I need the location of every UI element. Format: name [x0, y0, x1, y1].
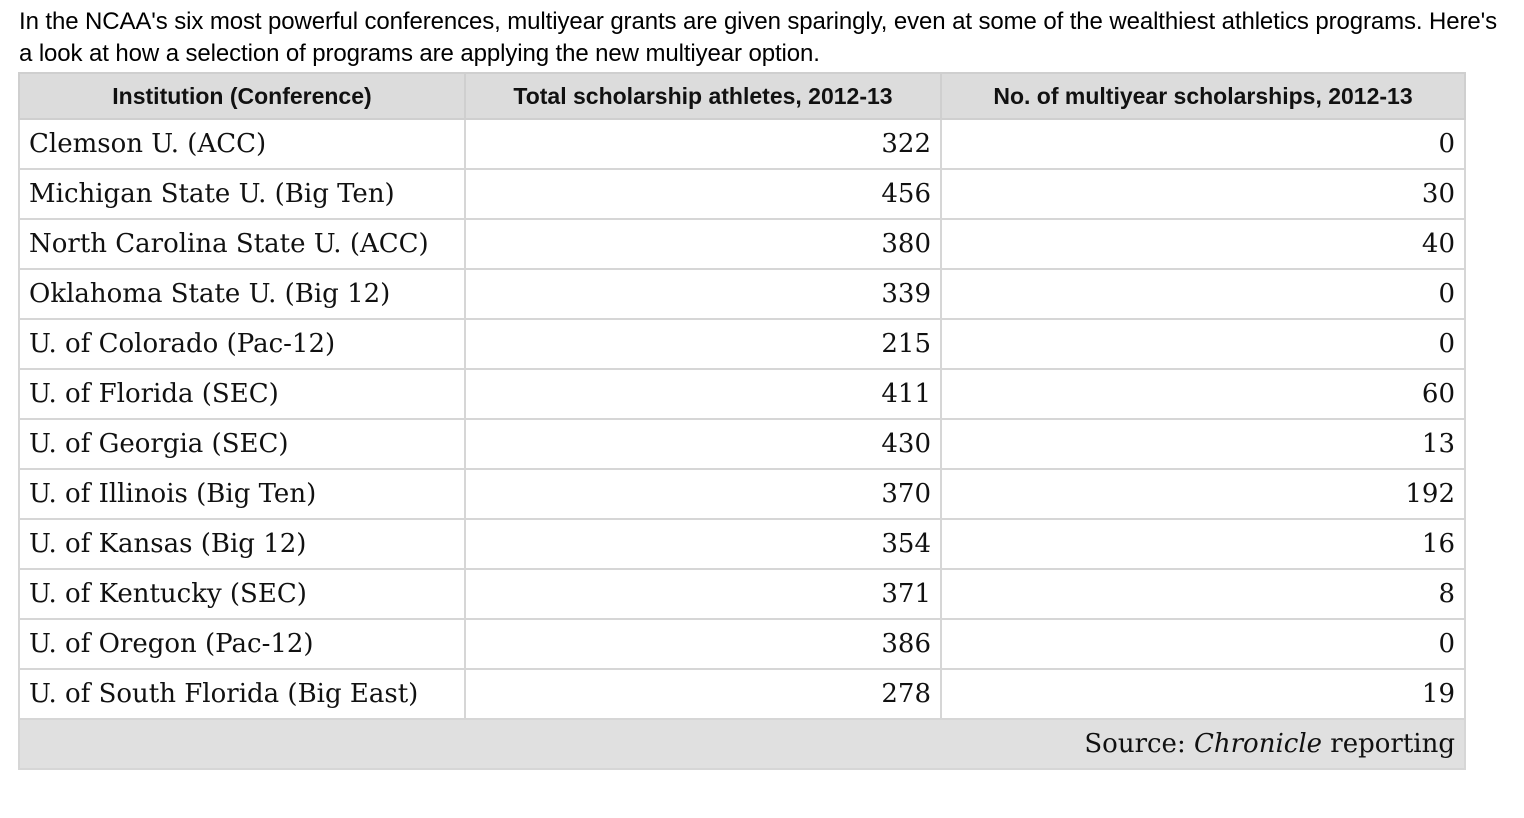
- total-athletes-cell: 215: [465, 319, 941, 369]
- institution-cell: Michigan State U. (Big Ten): [19, 169, 465, 219]
- total-athletes-cell: 322: [465, 119, 941, 169]
- institution-cell: U. of South Florida (Big East): [19, 669, 465, 719]
- institution-cell: Clemson U. (ACC): [19, 119, 465, 169]
- institution-cell: U. of Florida (SEC): [19, 369, 465, 419]
- multiyear-cell: 16: [941, 519, 1465, 569]
- institution-cell: U. of Kansas (Big 12): [19, 519, 465, 569]
- multiyear-cell: 40: [941, 219, 1465, 269]
- total-athletes-cell: 339: [465, 269, 941, 319]
- table-row: [19, 469, 1465, 519]
- institution-cell: U. of Colorado (Pac-12): [19, 319, 465, 369]
- header-multiyear-scholarships: No. of multiyear scholarships, 2012-13: [941, 73, 1465, 119]
- total-athletes-cell: 411: [465, 369, 941, 419]
- multiyear-cell: 60: [941, 369, 1465, 419]
- table-row: [19, 669, 1465, 719]
- multiyear-cell: 30: [941, 169, 1465, 219]
- total-athletes-cell: 430: [465, 419, 941, 469]
- source-row: [19, 719, 1465, 769]
- total-athletes-cell: 370: [465, 469, 941, 519]
- total-athletes-cell: 354: [465, 519, 941, 569]
- total-athletes-cell: 386: [465, 619, 941, 669]
- multiyear-cell: 0: [941, 269, 1465, 319]
- institution-cell: U. of Illinois (Big Ten): [19, 469, 465, 519]
- table-row: [19, 619, 1465, 669]
- multiyear-cell: 192: [941, 469, 1465, 519]
- institution-cell: North Carolina State U. (ACC): [19, 219, 465, 269]
- header-total-athletes: Total scholarship athletes, 2012-13: [465, 73, 941, 119]
- table-row: [19, 219, 1465, 269]
- source-publication: Chronicle: [1193, 729, 1323, 759]
- institution-cell: U. of Kentucky (SEC): [19, 569, 465, 619]
- multiyear-cell: 13: [941, 419, 1465, 469]
- total-athletes-cell: 380: [465, 219, 941, 269]
- institution-cell: Oklahoma State U. (Big 12): [19, 269, 465, 319]
- table-row: [19, 569, 1465, 619]
- multiyear-cell: 0: [941, 619, 1465, 669]
- scholarship-table: [18, 72, 1466, 770]
- table-row: [19, 269, 1465, 319]
- total-athletes-cell: 278: [465, 669, 941, 719]
- source-credit: [19, 719, 1465, 769]
- table-row: [19, 119, 1465, 169]
- table-row: [19, 369, 1465, 419]
- multiyear-cell: 19: [941, 669, 1465, 719]
- multiyear-cell: 0: [941, 119, 1465, 169]
- header-institution: Institution (Conference): [19, 73, 465, 119]
- total-athletes-cell: 456: [465, 169, 941, 219]
- source-prefix: Source:: [1084, 729, 1194, 759]
- intro-paragraph: In the NCAA's six most powerful conferences, multiyear grants are given sparingly, even at some of the wealthiest athletics programs. Here's a look at how a selection of programs are applying the new multiyear option.: [19, 8, 1498, 67]
- institution-cell: U. of Oregon (Pac-12): [19, 619, 465, 669]
- multiyear-cell: 0: [941, 319, 1465, 369]
- table-row: [19, 319, 1465, 369]
- multiyear-cell: 8: [941, 569, 1465, 619]
- table-row: [19, 169, 1465, 219]
- table-row: [19, 419, 1465, 469]
- total-athletes-cell: 371: [465, 569, 941, 619]
- table-header-row: [19, 73, 1465, 119]
- source-suffix: reporting: [1322, 729, 1455, 759]
- table-row: [19, 519, 1465, 569]
- institution-cell: U. of Georgia (SEC): [19, 419, 465, 469]
